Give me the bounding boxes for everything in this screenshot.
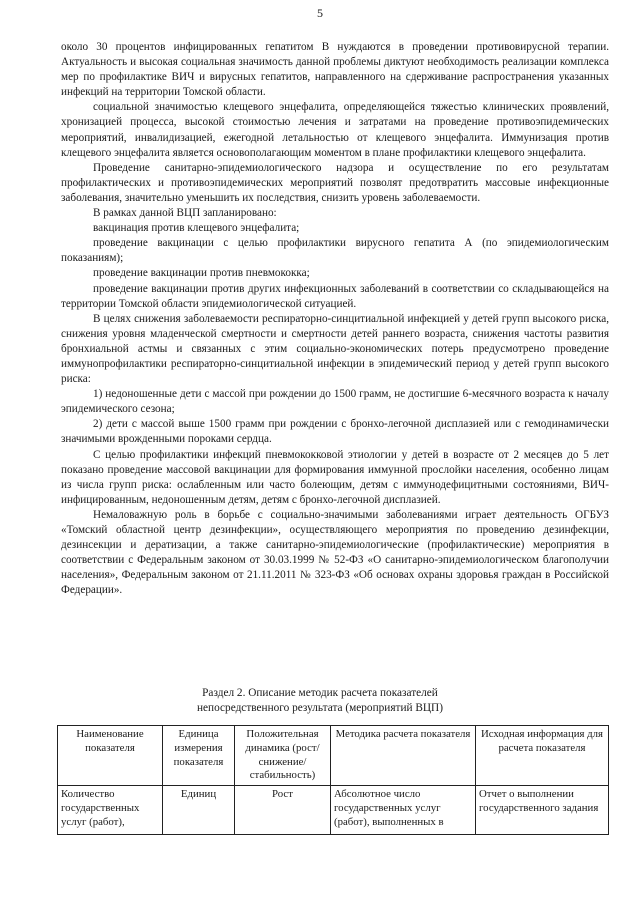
list-item: проведение вакцинации против других инфекционных заболеваний в соответствии со складывающейся на территории Томской области эпидемиологической ситуацией. [61,282,609,310]
table-cell: Единиц [163,786,235,835]
table-header-cell: Исходная информация для расчета показателя [476,726,609,786]
table-header-cell: Методика расчета показателя [331,726,476,786]
table-header-cell: Единица измерения показателя [163,726,235,786]
list-item: проведение вакцинации с целью профилактики вирусного гепатита А (по эпидемиологическим показаниям); [61,237,609,265]
table-header-row [58,726,609,786]
document-body [61,40,609,598]
paragraph: В целях снижения заболеваемости респираторно-синцитиальной инфекцией у детей групп высокого риска, снижения уровня младенческой смертности и смертности детей раннего возраста, снижения частоты развития бронхиальной астмы и связанных с этим социально-экономических потерь предусмотрено проведение иммунопрофилактики респираторно-синцитиальной инфекции в эпидемический период у детей групп высокого риска: [61,312,609,386]
paragraph: С целью профилактики инфекций пневмококковой этиологии у детей в возрасте от 2 месяцев до 5 лет показано проведение массовой вакцинации для формирования иммунной прослойки населения, особенно лицам из числа групп риска: ослабленным или часто болеющим, детям с иммунодефицитными состояниями, ВИЧ-инфицированным, недоношенным детям, детям с бронхо-легочной дисплазией. [61,448,609,506]
paragraph: социальной значимостью клещевого энцефалита, определяющейся тяжестью клинических проявлений, хронизацией процесса, высокой стоимостью лечения и затратами на проведение противоэпидемических мероприятий, инвалидизацией, ежегодной летальностью от клещевого энцефалита. Иммунизация против клещевого энцефалита является основополагающим моментом в плане профилактики клещевого энцефалита. [61,101,609,159]
table-cell: Абсолютное число государственных услуг (работ), выполненных в [331,786,476,835]
list-item: 1) недоношенные дети с массой при рождении до 1500 грамм, не достигшие 6-месячного возраста к началу эпидемического сезона; [61,388,609,416]
table-cell: Рост [235,786,331,835]
paragraph: Проведение санитарно-эпидемиологического надзора и осуществление по его результатам профилактических и противоэпидемических мероприятий позволят предотвратить массовые инфекционные заболевания, значительно уменьшить их последствия, снизить уровень заболеваемости. [61,161,609,204]
section-title-line: непосредственного результата (мероприятий ВЦП) [197,702,443,714]
table-header-cell: Наименование показателя [58,726,163,786]
table-header-cell: Положительная динамика (рост/снижение/ стабильность) [235,726,331,786]
paragraph: около 30 процентов инфицированных гепатитом В нуждаются в проведении противовирусной терапии. Актуальность и высокая социальная значимость данной проблемы диктуют необходимость реализации комплекса мер по профилактике ВИЧ и вирусных гепатитов, направленного на сдерживание распространения указанных инфекций на территории Томской области. [61,41,609,99]
section-title [0,686,640,716]
page-number: 5 [317,6,323,20]
list-item: вакцинация против клещевого энцефалита; [93,222,300,235]
paragraph: Немаловажную роль в борьбе с социально-значимыми заболеваниями играет деятельность ОГБУЗ «Томский областной центр дезинфекции», осуществляющего мероприятия по проведению дезинфекции, дезинсекции и дератизации, а также санитарно-эпидемиологические (профилактические) мероприятия в соответствии с Федеральным законом от 30.03.1999 № 52-ФЗ «О санитарно-эпидемиологическом благополучии населения», Федеральным законом от 21.11.2011 № 323-ФЗ «Об основах охраны здоровья граждан в Российской Федерации». [61,508,609,597]
section-title-line: Раздел 2. Описание методик расчета показателей [202,687,438,699]
paragraph: В рамках данной ВЦП запланировано: [93,207,277,220]
table-row [58,786,609,835]
list-item: проведение вакцинации против пневмококка; [93,267,310,280]
indicators-table [57,725,609,835]
table-cell: Отчет о выполнении государственного задания [476,786,609,835]
list-item: 2) дети с массой выше 1500 грамм при рождении с бронхо-легочной дисплазией или с гемодинамически значимыми врожденными пороками сердца. [61,418,609,446]
table-cell: Количество государственных услуг (работ), [58,786,163,835]
